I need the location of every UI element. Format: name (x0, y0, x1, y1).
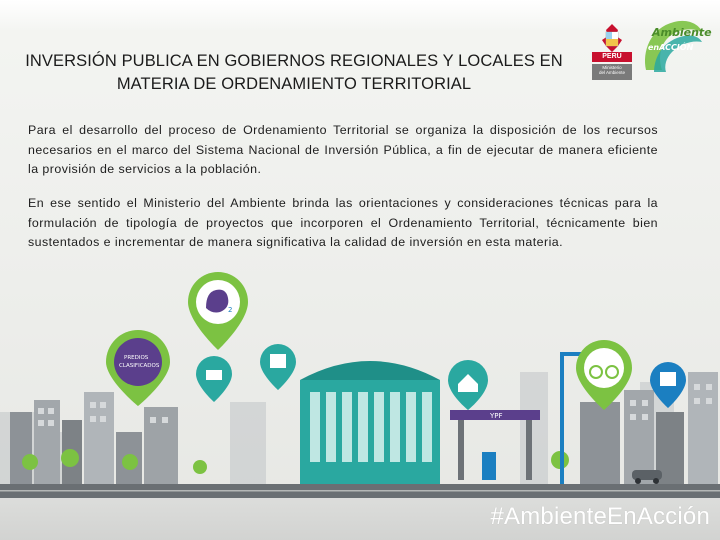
central-station (300, 361, 440, 488)
location-pin-house (448, 360, 488, 410)
ministry-label (592, 64, 632, 80)
paragraph-1: Para el desarrollo del proceso de Ordenamiento Territorial se organiza la disposición de los recursos necesarios en el marco del Sistema Nacional de Inversión Pública, a fin de ejecutar de manera eficiente la provisión de servicios a la población. (28, 123, 658, 176)
city-illustration (0, 262, 720, 498)
peru-label: PERÚ (592, 52, 632, 62)
station-label: YPF (490, 412, 503, 420)
title-line-1: INVERSIÓN PUBLICA EN GOBIERNOS REGIONALES Y LOCALES EN (25, 52, 563, 70)
location-pin-building (260, 344, 296, 390)
ministry-logo-group (588, 14, 712, 76)
location-pin-chart (196, 356, 232, 402)
pin-label-2: CLASIFICADOS (119, 363, 160, 369)
location-pin-predios (106, 330, 170, 406)
gas-station (450, 410, 540, 480)
ministry-line-1: Ministerio (602, 65, 622, 70)
campaign-line-2: enACCIÓN (648, 43, 694, 52)
svg-text:2: 2 (228, 306, 233, 314)
pin-label-1: PREDIOS (124, 355, 149, 361)
ambiente-en-accion-logo (640, 18, 712, 76)
title-line-2: MATERIA DE ORDENAMIENTO TERRITORIAL (116, 75, 472, 93)
location-pin-bicycle (576, 340, 632, 410)
page-title (14, 50, 574, 96)
location-pin-co2 (188, 272, 248, 350)
campaign-line-1: Ambiente (652, 26, 712, 39)
left-buildings (10, 392, 178, 488)
ministry-line-2: del Ambiente (598, 70, 626, 76)
campaign-hashtag: #AmbienteEnAcción (490, 503, 710, 530)
peru-coat-of-arms-icon (592, 22, 632, 70)
paragraph-2: En ese sentido el Ministerio del Ambiente brinda las orientaciones y consideraciones técnicas para la formulación de tipología de proyectos que incorporen el Ordenamiento Territorial, técnicamente bien sustentados e incrementar de manera significativa la calidad de inversión en esta materia. (28, 196, 658, 249)
